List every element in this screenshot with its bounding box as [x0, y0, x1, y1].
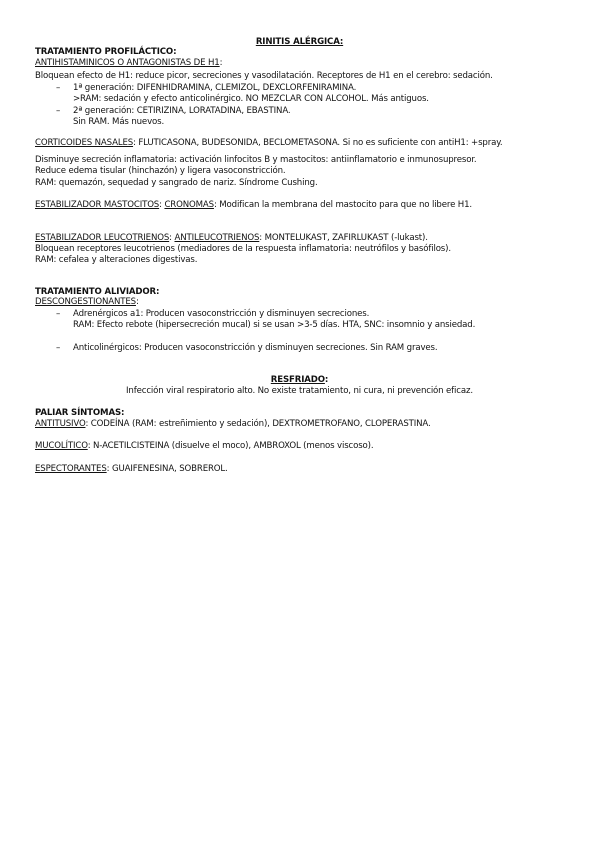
leukotriene-sep: : [169, 233, 175, 243]
list-dash: – [56, 83, 61, 93]
corticoids-detail-1: Disminuye secreción inflamatoria: activación linfocitos B y mastocitos: antiinflamatorio e inmunosupresor. [35, 155, 477, 165]
mucolytic-line [35, 441, 373, 452]
expectorants-label: ESPECTORANTES [35, 464, 107, 474]
corticoids-label: CORTICOIDES NASALES [35, 138, 134, 148]
list-dash: – [56, 343, 61, 353]
mast-cell-drug: CRONOMAS [164, 200, 214, 210]
leukotriene-detail-2: RAM: cefalea y alteraciones digestivas. [35, 255, 198, 265]
symptom-relief-heading: PALIAR SÍNTOMAS: [35, 408, 125, 418]
adrenergics-ram: RAM: Efecto rebote (hipersecreción mucal) si se usan >3-5 días. HTA, SNC: insomnio y ansiedad. [73, 320, 476, 330]
antihistamines-label: ANTIHISTAMINICOS O ANTAGONISTAS DE H1 [35, 58, 220, 68]
corticoids-detail-2: Reduce edema tisular (hinchazón) y ligera vasoconstricción. [35, 166, 286, 176]
first-generation: 1ª generación: DIFENHIDRAMINA, CLEMIZOL, DEXCLORFENIRAMINA. [73, 83, 357, 93]
antitussive-label: ANTITUSIVO [35, 419, 86, 429]
cold-description: Infección viral respiratorio alto. No existe tratamiento, ni cura, ni prevención eficaz. [126, 386, 473, 396]
cold-title [0, 375, 599, 386]
decongestants-colon: : [135, 297, 139, 307]
mast-cell-sep: : [159, 200, 165, 210]
antitussive-text: : CODEÍNA (RAM: estreñimiento y sedación), DEXTROMETROFANO, CLOPERASTINA. [85, 419, 431, 429]
decongestants-heading [35, 297, 139, 308]
leukotriene-text: : MONTELUKAST, ZAFIRLUKAST (-lukast). [259, 233, 428, 243]
list-dash: – [56, 106, 61, 116]
decongestants-label: DESCONGESTIONANTES [35, 297, 136, 307]
adrenergics-item: Adrenérgicos a1: Producen vasoconstricción y disminuyen secreciones. [73, 309, 370, 319]
antihistamines-heading [35, 58, 222, 69]
mast-cell-text: : Modifican la membrana del mastocito para que no libere H1. [213, 200, 473, 210]
second-generation: 2ª generación: CETIRIZINA, LORATADINA, EBASTINA. [73, 106, 291, 116]
list-dash: – [56, 309, 61, 319]
prophylactic-heading: TRATAMIENTO PROFILÁCTICO: [35, 47, 177, 57]
leukotriene-label: ESTABILIZADOR LEUCOTRIENOS [35, 233, 170, 243]
antihistamines-colon: : [219, 58, 223, 68]
anticholinergics-item: Anticolinérgicos: Producen vasoconstricción y disminuyen secreciones. Sin RAM graves. [73, 343, 438, 353]
expectorants-line [35, 464, 228, 475]
page-title: RINITIS ALÉRGICA: [255, 37, 344, 47]
leukotriene-detail-1: Bloquean receptores leucotrienos (mediadores de la respuesta inflamatoria: neutrófilos y basófilos). [35, 244, 451, 254]
cold-title-text: RESFRIADO [270, 375, 325, 385]
corticoids-text: : FLUTICASONA, BUDESONIDA, BECLOMETASONA. Si no es suficiente con antiH1: +spray. [133, 138, 503, 148]
expectorants-text: : GUAIFENESINA, SOBREROL. [106, 464, 228, 474]
leukotriene-stabilizer-line [35, 233, 428, 244]
reliever-heading: TRATAMIENTO ALIVIADOR: [35, 287, 160, 297]
mast-cell-stabilizer-line [35, 200, 472, 211]
first-generation-ram: >RAM: sedación y efecto anticolinérgico. NO MEZCLAR CON ALCOHOL. Más antiguos. [73, 94, 429, 104]
cold-title-colon: : [324, 375, 329, 385]
antihistamines-description: Bloquean efecto de H1: reduce picor, secreciones y vasodilatación. Receptores de H1 en el cerebro: sedación. [35, 71, 493, 81]
mucolytic-label: MUCOLÍTICO [35, 441, 88, 451]
leukotriene-drug: ANTILEUCOTRIENOS [174, 233, 260, 243]
corticoids-detail-3: RAM: quemazón, sequedad y sangrado de nariz. Síndrome Cushing. [35, 178, 318, 188]
corticoids-line [35, 138, 503, 149]
second-generation-ram: Sin RAM. Más nuevos. [73, 117, 165, 127]
mucolytic-text: : N-ACETILCISTEINA (disuelve el moco), AMBROXOL (menos viscoso). [87, 441, 374, 451]
mast-cell-label: ESTABILIZADOR MASTOCITOS [35, 200, 160, 210]
antitussive-line [35, 419, 431, 430]
